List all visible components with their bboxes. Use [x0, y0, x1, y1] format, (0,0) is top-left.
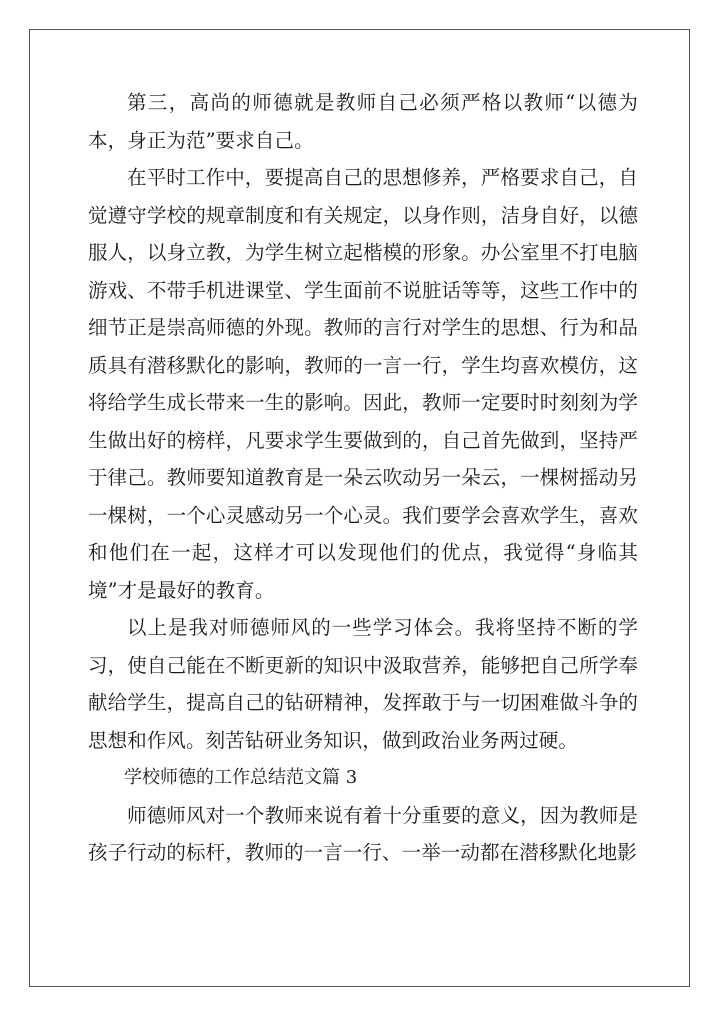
document-body [88, 84, 638, 872]
paragraph-2: 在平时工作中，要提高自己的思想修养，严格要求自己，自觉遵守学校的规章制度和有关规定，以身作则，洁身自好，以德服人，以身立教，为学生树立起楷模的形象。办公室里不打电脑游戏、不带手机进课堂、学生面前不说脏话等等，这些工作中的细节正是崇高师德的外现。教师的言行对学生的思想、行为和品质具有潜移默化的影响，教师的一言一行，学生均喜欢模仿，这将给学生成长带来一生的影响。因此，教师一定要时时刻刻为学生做出好的榜样，凡要求学生要做到的，自己首先做到，坚持严于律己。教师要知道教育是一朵云吹动另一朵云，一棵树摇动另一棵树，一个心灵感动另一个心灵。我们要学会喜欢学生，喜欢和他们在一起，这样才可以发现他们的优点，我觉得“身临其境”才是最好的教育。 [88, 166, 638, 602]
section-heading: 学校师德的工作总结范文篇 3 [124, 767, 358, 788]
paragraph-4: 师德师风对一个教师来说有着十分重要的意义，因为教师是孩子行动的标杆，教师的一言一行、一举一动都在潜移默化地影 [88, 803, 638, 864]
paragraph-1: 第三，高尚的师德就是教师自己必须严格以教师“以德为本，身正为范”要求自己。 [88, 91, 638, 152]
paragraph-3: 以上是我对师德师风的一些学习体会。我将坚持不断的学习，使自己能在不断更新的知识中汲取营养，能够把自己所学奉献给学生，提高自己的钻研精神，发挥敢于与一切困难做斗争的思想和作风。刻苦钻研业务知识，做到政治业务两过硬。 [88, 616, 638, 752]
